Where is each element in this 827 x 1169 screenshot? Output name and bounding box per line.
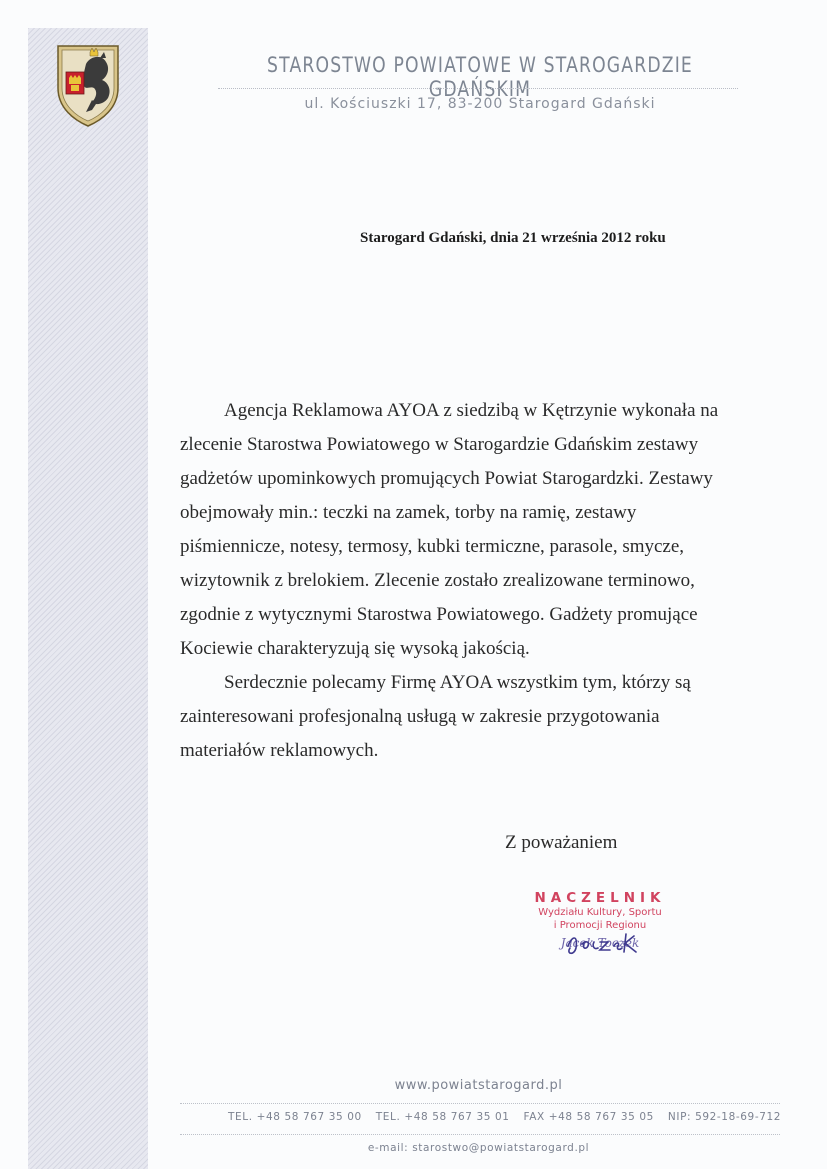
decorative-side-stripe — [28, 28, 148, 1169]
body-line: gadżetów upominkowych promujących Powiat Starogardzki. Zestawy — [180, 468, 713, 489]
coat-of-arms-griffin-icon — [56, 42, 120, 128]
body-line: zainteresowani profesjonalną usługą w zakresie przygotowania — [180, 706, 660, 727]
body-line: Agencja Reklamowa AYOA z siedzibą w Kętrzynie wykonała na — [224, 400, 719, 421]
handwritten-signature — [560, 928, 660, 958]
footer-tel-2: TEL. +48 58 767 35 01 — [375, 1111, 510, 1123]
footer-nip: NIP: 592-18-69-712 — [667, 1111, 782, 1123]
body-line: piśmiennicze, notesy, termosy, kubki termiczne, parasole, smycze, — [180, 536, 685, 557]
footer-tel-1: TEL. +48 58 767 35 00 — [228, 1111, 362, 1123]
body-line: obejmowały min.: teczki na zamek, torby na ramię, zestawy — [180, 502, 637, 523]
letter-date-line: Starogard Gdański, dnia 21 września 2012 roku — [360, 230, 666, 246]
body-line: Kociewie charakteryzują się wysoką jakością. — [180, 638, 530, 659]
closing-salutation: Z poważaniem — [505, 832, 618, 853]
body-line: zlecenie Starostwa Powiatowego w Starogardzie Gdańskim zestawy — [180, 434, 699, 455]
body-line: Serdecznie polecamy Firmę AYOA wszystkim tym, którzy są — [224, 672, 691, 693]
footer-fax: FAX +48 58 767 35 05 — [523, 1111, 654, 1123]
footer-divider — [180, 1103, 780, 1104]
paragraph-2 — [180, 666, 740, 768]
office-name-heading: STAROSTWO POWIATOWE W STAROGARDZIE GDAŃSKIM — [267, 53, 693, 101]
footer-website: www.powiatstarogard.pl — [394, 1078, 563, 1093]
letter-body — [180, 394, 740, 768]
stamp-person-name: Jacek Toczek — [560, 936, 640, 950]
paragraph-1 — [180, 394, 740, 666]
footer-email: e-mail: starostwo@powiatstarogard.pl — [367, 1142, 590, 1154]
body-line: materiałów reklamowych. — [180, 740, 379, 761]
stamp-department-line: Wydziału Kultury, Sportu — [538, 907, 662, 918]
stamp-department-line: i Promocji Regionu — [553, 920, 647, 931]
stamp-title: NACZELNIK — [534, 890, 666, 906]
body-line: wizytownik z brelokiem. Zlecenie zostało zrealizowane terminowo, — [180, 570, 695, 591]
header-divider — [218, 88, 738, 89]
office-address: ul. Kościuszki 17, 83-200 Starogard Gdański — [304, 96, 656, 112]
footer-contacts — [228, 1111, 791, 1123]
footer-divider — [180, 1134, 780, 1135]
body-line: zgodnie z wytycznymi Starostwa Powiatowego. Gadżety promujące — [180, 604, 698, 625]
